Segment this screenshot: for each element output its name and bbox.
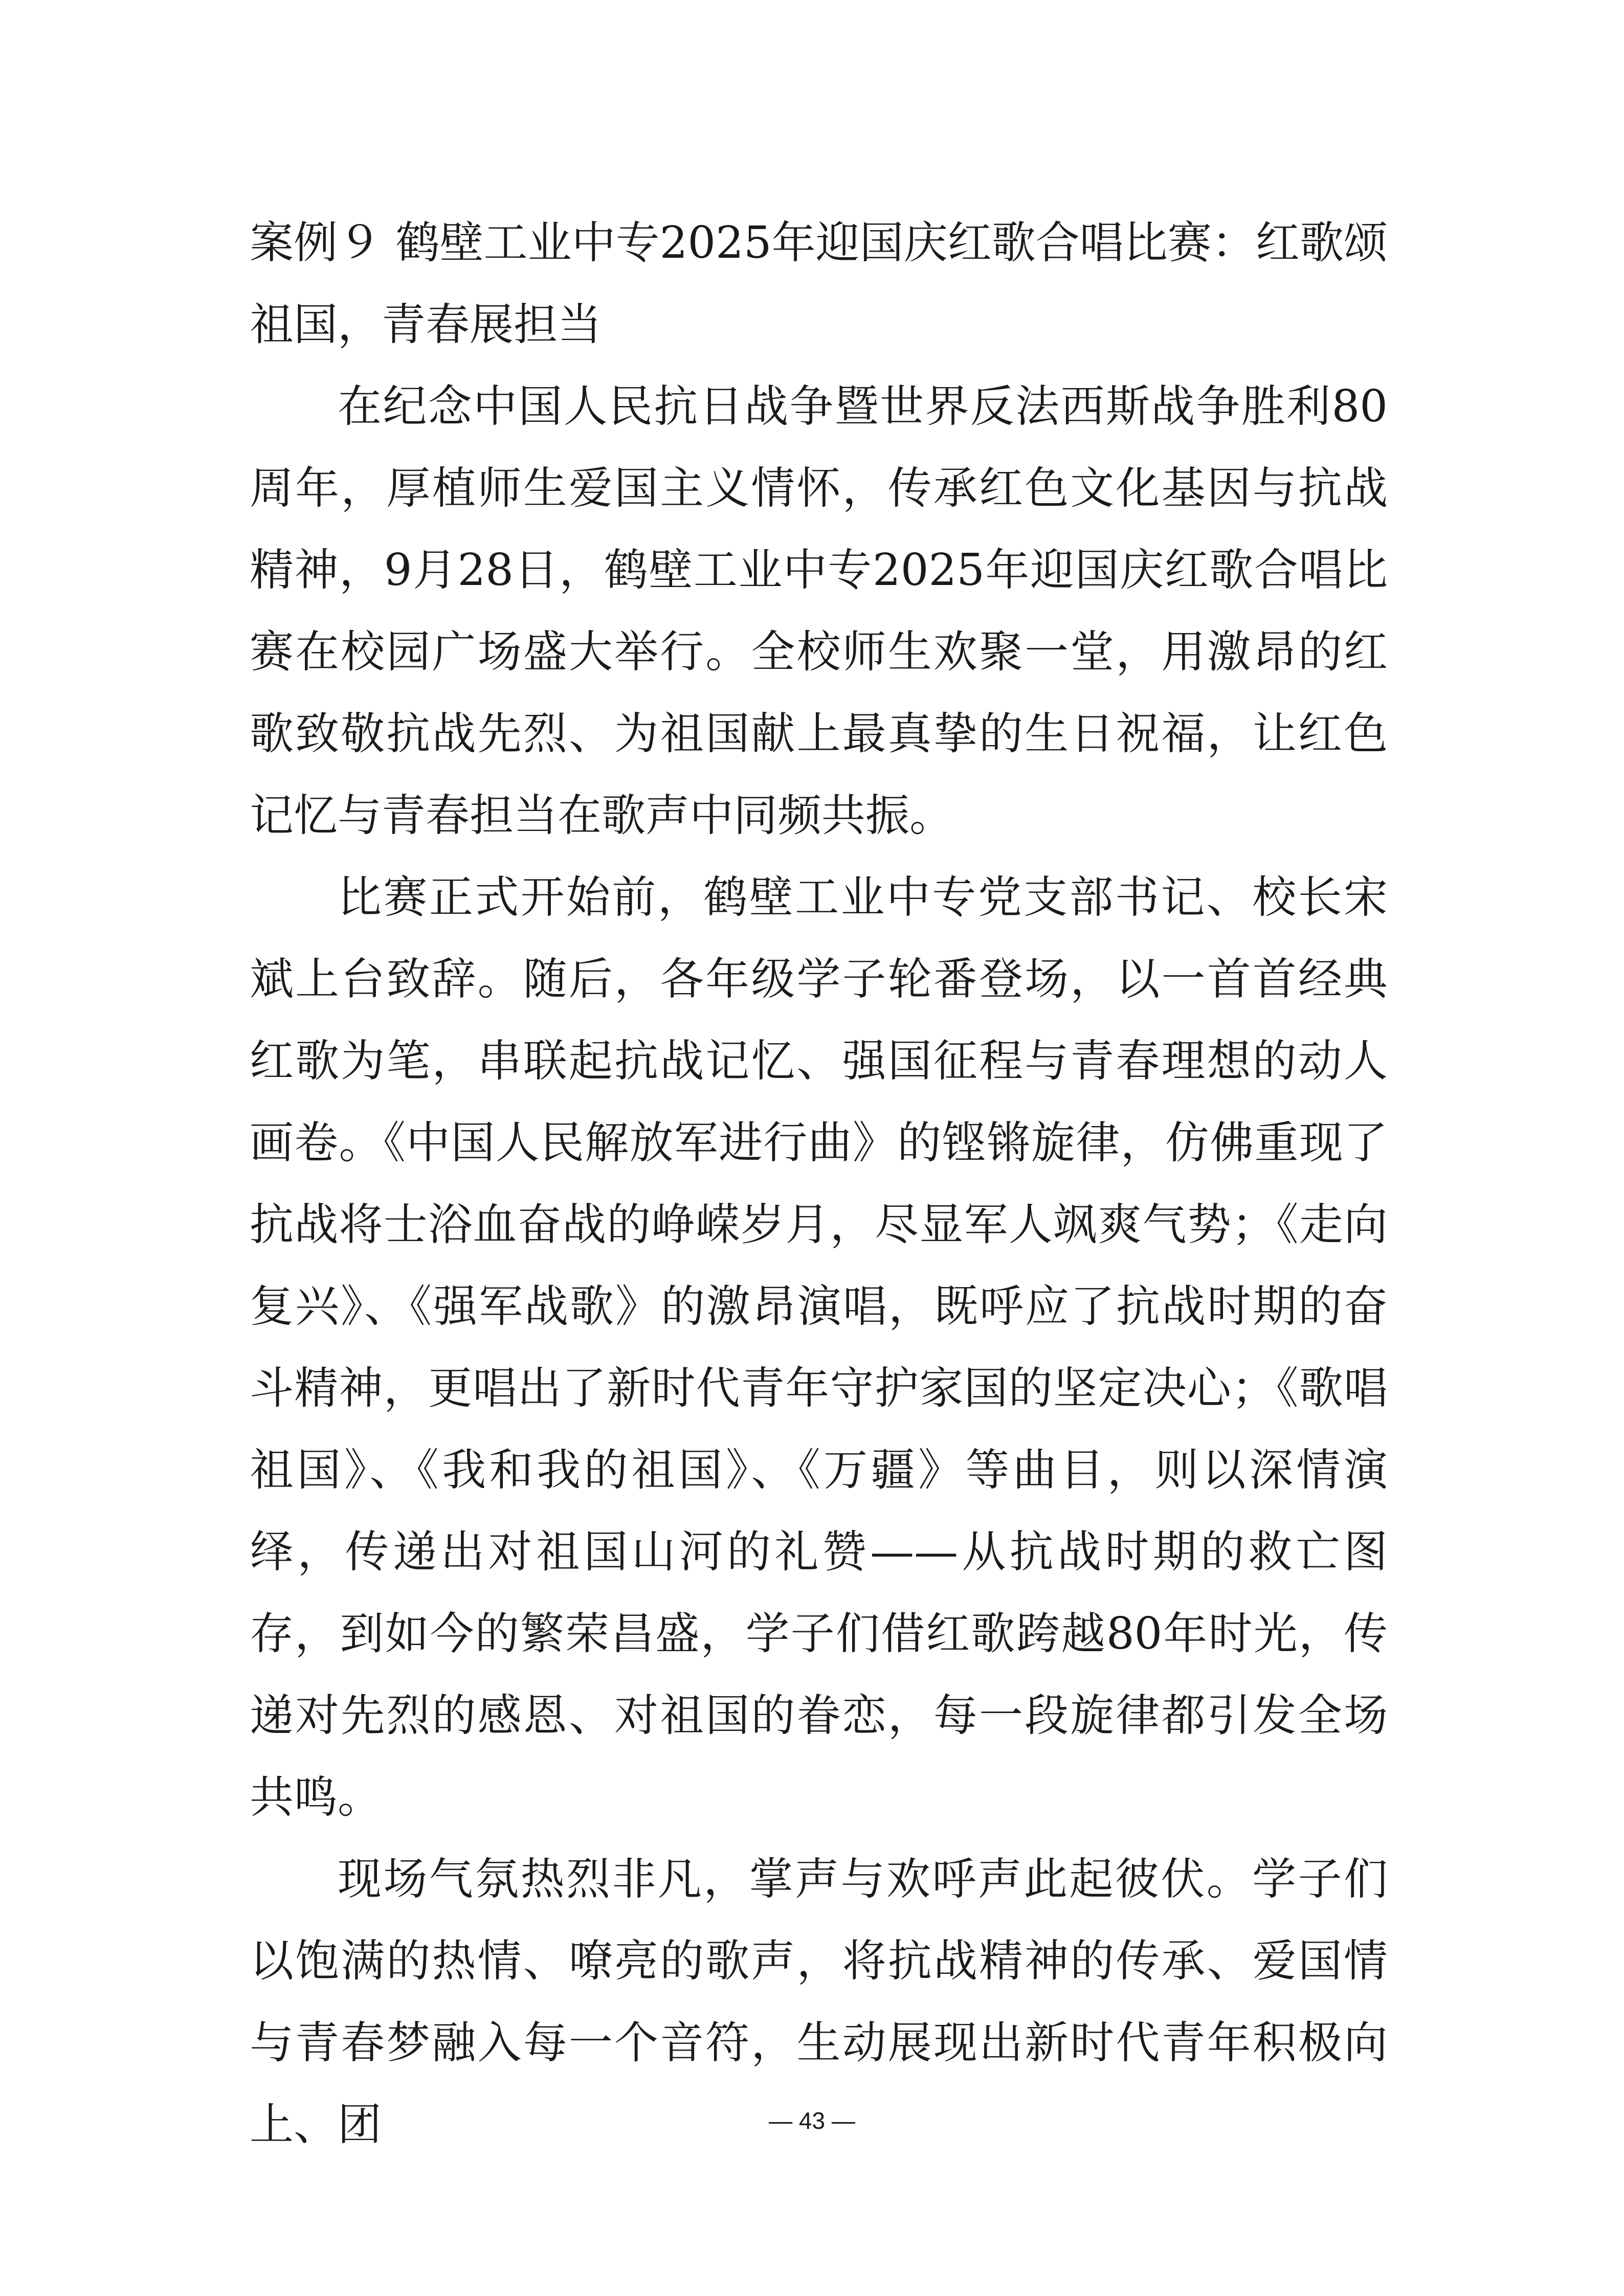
page-number: — 43 — (769, 2107, 855, 2134)
case-title: 案例９ 鹤壁工业中专2025年迎国庆红歌合唱比赛：红歌颂祖国，青春展担当 (250, 217, 1388, 350)
paragraph-3: 现场气氛热烈非凡，掌声与欢呼声此起彼伏。学子们以饱满的热情、嘹亮的歌声，将抗战精神的传承、爱国情与青春梦融入每一个音符，生动展现出新时代青年积极向上、团 (250, 1854, 1388, 2150)
paragraph-2: 比赛正式开始前，鹤壁工业中专党支部书记、校长宋斌上台致辞。随后，各年级学子轮番登场，以一首首经典红歌为笔，串联起抗战记忆、强国征程与青春理想的动人画卷。《中国人民解放军进行曲》的铿锵旋律，仿佛重现了抗战将士浴血奋战的峥嵘岁月，尽显军人飒爽气势；《走向复兴》、《强军战歌》的激昂演唱，既呼应了抗战时期的奋斗精神，更唱出了新时代青年守护家国的坚定决心；《歌唱祖国》、《我和我的祖国》、《万疆》等曲目，则以深情演绎，传递出对祖国山河的礼赞——从抗战时期的救亡图存，到如今的繁荣昌盛，学子们借红歌跨越80年时光，传递对先烈的感恩、对祖国的眷恋，每一段旋律都引发全场共鸣。 (250, 872, 1388, 1823)
document-body (250, 202, 1388, 2166)
paragraph-1: 在纪念中国人民抗日战争暨世界反法西斯战争胜利80周年，厚植师生爱国主义情怀，传承红色文化基因与抗战精神，9月28日，鹤壁工业中专2025年迎国庆红歌合唱比赛在校园广场盛大举行。全校师生欢聚一堂，用激昂的红歌致敬抗战先烈、为祖国献上最真挚的生日祝福，让红色记忆与青春担当在歌声中同频共振。 (250, 381, 1388, 841)
